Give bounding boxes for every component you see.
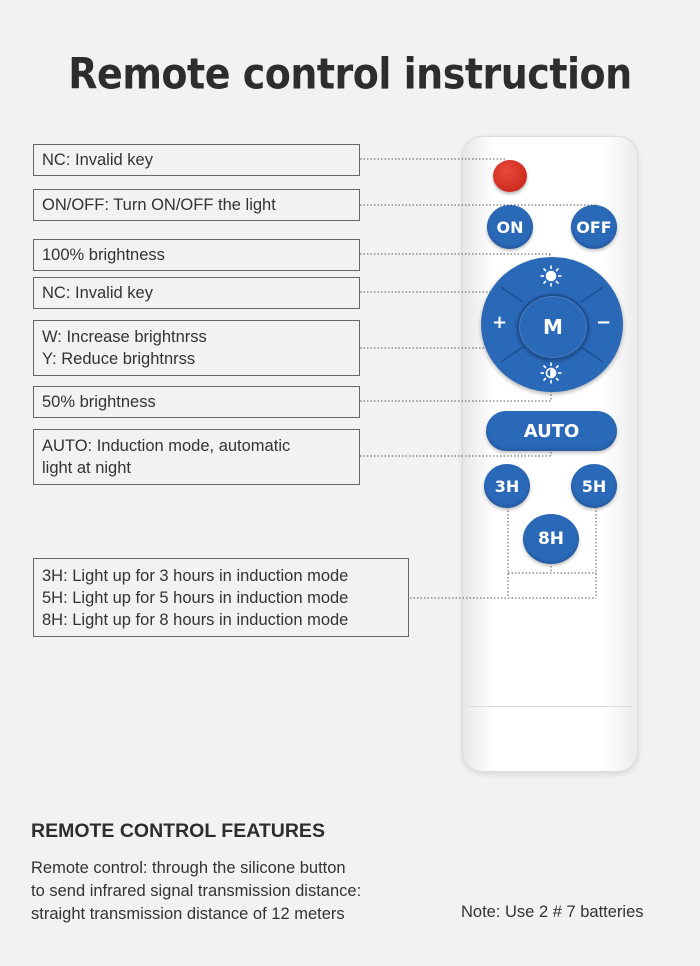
label-line: 8H: Light up for 8 hours in induction mode [42,610,349,629]
features-title: REMOTE CONTROL FEATURES [31,820,325,842]
label-line: Y: Reduce brightnrss [42,350,196,368]
8h-button[interactable]: 8H [523,514,579,564]
minus-button[interactable]: − [596,312,612,333]
label-nc-top [33,144,360,176]
battery-note: Note: Use 2 # 7 batteries [461,903,644,921]
label-text: 100% brightness [42,246,165,264]
label-line: AUTO: Induction mode, automatic [42,437,291,455]
label-100-brightness [33,239,360,271]
auto-button[interactable]: AUTO [486,411,617,451]
off-button[interactable]: OFF [571,205,617,249]
label-text: ON/OFF: Turn ON/OFF the light [42,196,276,214]
features-line: straight transmission distance of 12 meters [31,905,345,923]
label-line: 3H: Light up for 3 hours in induction mode [42,566,349,585]
label-text: NC: Invalid key [42,151,153,169]
label-line: W: Increase brightnrss [42,328,207,346]
label-line: light at night [42,459,131,477]
3h-button[interactable]: 3H [484,464,530,508]
label-text: 50% brightness [42,393,156,411]
brightness-100-icon[interactable] [539,264,563,288]
label-text: NC: Invalid key [42,284,153,302]
5h-button[interactable]: 5H [571,464,617,508]
m-button[interactable]: M [517,294,589,360]
label-nc-middle [33,277,360,309]
on-button[interactable]: ON [487,205,533,249]
label-50-brightness [33,386,360,418]
plus-button[interactable]: + [492,312,508,333]
label-timers [33,558,409,637]
nc-red-button[interactable] [493,160,527,192]
label-auto [33,429,360,485]
label-line: 5H: Light up for 5 hours in induction mode [42,588,349,607]
brightness-50-icon[interactable] [539,361,563,385]
label-on-off [33,189,360,221]
features-line: to send infrared signal transmission distance: [31,882,362,900]
page-title: Remote control instruction [68,49,632,99]
features-description [31,857,361,926]
label-w-y [33,320,360,376]
features-line: Remote control: through the silicone button [31,859,346,877]
